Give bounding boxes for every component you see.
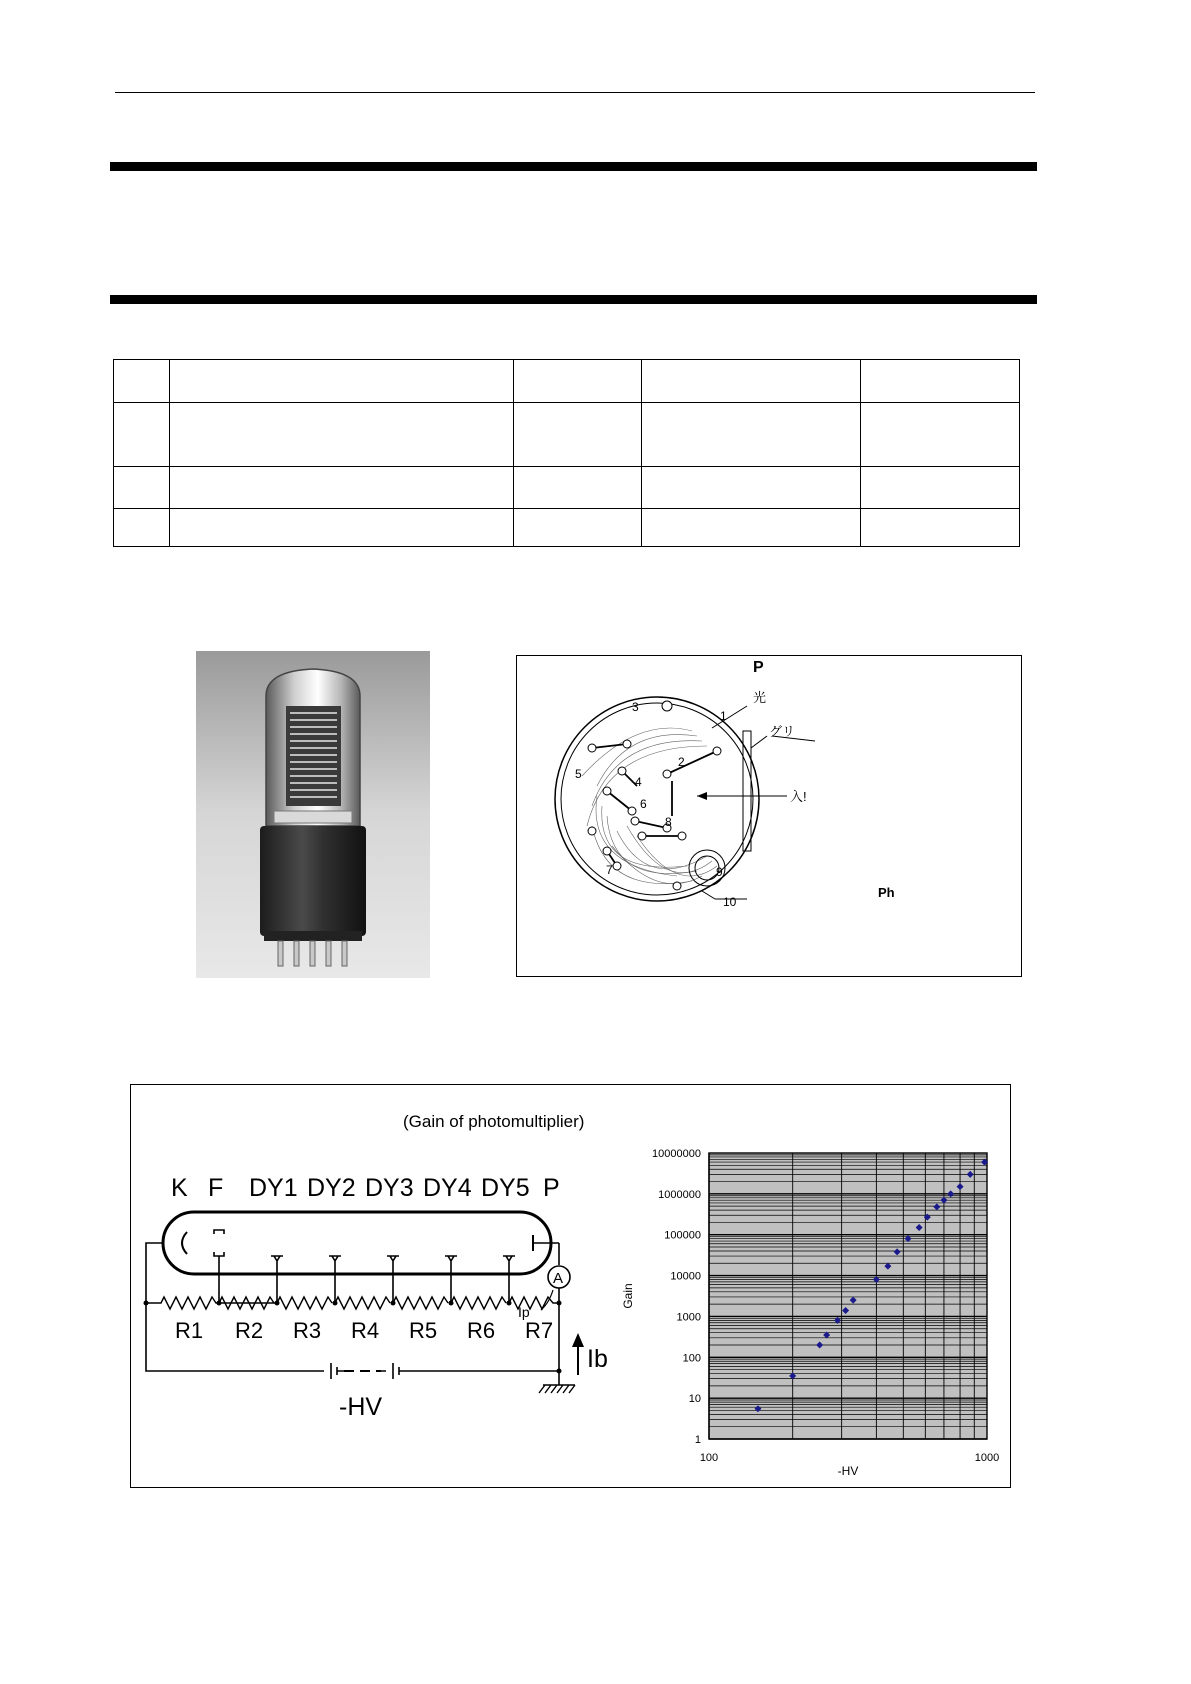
photomultiplier-drawing [196,651,430,978]
divider-resistor-chain [146,1297,559,1309]
label-light: 光 [753,690,767,705]
dynode-number: 3 [632,700,639,714]
tube-outer-ring [555,697,759,901]
x-tick-label: 100 [699,1452,719,1464]
dynode-number: 10 [723,895,737,909]
title-bar-top [110,162,1037,171]
table-cell [514,403,642,467]
resistor-label: R1 [175,1318,204,1343]
cathode-wire [146,1243,163,1303]
table-cell [642,509,861,547]
electrode-label: DY2 [307,1174,356,1202]
table-cell [170,467,514,509]
table-cell [642,403,861,467]
tube-envelope [163,1212,551,1274]
table-cell [114,467,170,509]
dynode-number: 8 [665,815,672,829]
dynode-structure-drawing [517,656,1021,976]
y-axis-ticks [652,1148,701,1446]
table-cell [861,509,1020,547]
electrode-label: F [208,1174,224,1202]
header-rule [115,92,1035,93]
resistor-label: R4 [351,1318,380,1343]
resistor-label: R3 [293,1318,322,1343]
y-tick-label: 10000 [670,1270,701,1283]
table-cell [514,467,642,509]
y-tick-label: 100 [682,1352,701,1365]
table-cell [170,403,514,467]
electrode-labels [171,1174,560,1202]
ground-symbol [539,1385,575,1393]
table-cell [514,360,642,403]
electron-trajectories [582,728,717,884]
table-cell [170,509,514,547]
ib-arrow-head [572,1333,584,1347]
x-tick-label: 1000 [974,1452,1000,1464]
input-arrow-head [697,792,707,800]
gain-chart [621,1148,999,1478]
electrode-label: DY5 [481,1174,530,1202]
cathode-symbol [182,1232,187,1254]
resistor-label: R5 [409,1318,438,1343]
gain-figure-drawing [131,1085,1010,1487]
table-cell [861,360,1020,403]
y-tick-label: 10000000 [652,1148,701,1160]
gain-figure [130,1084,1011,1488]
spec-table [113,359,1020,547]
resistor-label: R6 [467,1318,496,1343]
electrode-label: DY1 [249,1174,298,1202]
hv-label: -HV [339,1393,383,1421]
label-grid: グリ [769,724,796,739]
y-tick-label: 1000 [676,1311,701,1324]
tube-inner-ring [561,703,753,895]
x-axis-ticks [700,1452,999,1464]
electrode-label: DY4 [423,1174,472,1202]
table-row [114,360,1020,403]
ip-label: Ip [518,1304,530,1320]
dynode-number: 1 [720,709,727,723]
table-row [114,509,1020,547]
title-bar-bottom [110,295,1037,304]
label-input: 入! [790,789,807,804]
table-cell [114,403,170,467]
table-cell [861,403,1020,467]
figure-title: (Gain of photomultiplier) [403,1112,585,1131]
photomultiplier-photo [196,651,430,978]
focus-electrode [214,1230,224,1303]
pmt-circuit [144,1174,608,1421]
electrode-label: DY3 [365,1174,414,1202]
dynode-number: 7 [606,863,613,877]
y-tick-label: 100000 [664,1229,701,1242]
label-ph: Ph [878,885,895,900]
electrode-label: P [543,1174,560,1202]
table-cell [114,509,170,547]
dynode-electrodes [592,744,717,866]
table-cell [170,360,514,403]
label-p: P [753,659,764,676]
electrode-label: K [171,1174,188,1202]
dynode-symbols [271,1256,515,1303]
dynode-number: 4 [635,775,642,789]
table-cell [514,509,642,547]
resistor-labels [175,1318,553,1343]
dynode-number: 9 [716,865,723,879]
dynode-number: 6 [640,797,647,811]
table-cell [861,467,1020,509]
ammeter-label: A [553,1270,564,1287]
dynode-structure-diagram [516,655,1022,977]
table-cell [642,360,861,403]
ib-label: Ib [587,1345,608,1373]
y-tick-label: 1 [694,1434,701,1446]
x-axis-label: -HV [837,1464,859,1478]
y-tick-label: 1000000 [658,1188,701,1201]
y-tick-label: 10 [688,1393,701,1406]
table-cell [114,360,170,403]
dynode-number: 5 [575,767,582,781]
table-cell [642,467,861,509]
y-axis-label: Gain [621,1283,635,1309]
dynode-number: 2 [678,755,685,769]
table-row [114,403,1020,467]
table-row [114,467,1020,509]
resistor-label: R2 [235,1318,264,1343]
resistor-label: R7 [525,1318,554,1343]
